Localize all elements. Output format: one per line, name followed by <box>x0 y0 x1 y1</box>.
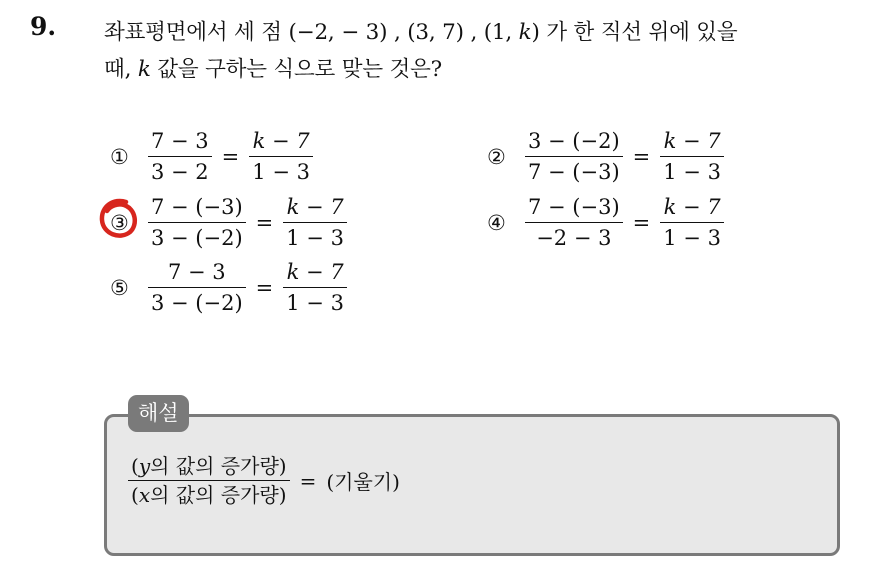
solution-result: (기울기) <box>326 470 400 494</box>
choice-2-left-fraction <box>525 126 623 187</box>
choice-2-right-fraction <box>660 126 724 187</box>
fraction-numerator: k − 7 <box>286 195 344 219</box>
choice-5[interactable] <box>110 257 347 318</box>
equals-sign: = <box>255 210 274 235</box>
fraction-denominator: 1 − 3 <box>286 226 344 250</box>
choice-1-label: ① <box>110 144 129 169</box>
fraction-numerator: 3 − (−2) <box>528 129 620 153</box>
choice-1-right-fraction <box>249 126 313 187</box>
answer-circle-mark <box>96 196 140 242</box>
choice-4[interactable] <box>487 192 724 253</box>
question-number: 9. <box>30 12 57 41</box>
fraction-numerator: k − 7 <box>663 129 721 153</box>
question-line-2-after: 값을 구하는 식으로 맞는 것은? <box>150 57 442 82</box>
fraction-numerator: 7 − 3 <box>167 260 226 284</box>
fraction-numerator: k − 7 <box>663 195 721 219</box>
solution-formula <box>128 452 400 509</box>
question-text <box>104 14 874 88</box>
choice-3-right-fraction <box>283 192 347 253</box>
variable-k: k <box>137 57 151 82</box>
fraction-numerator: k − 7 <box>286 260 344 284</box>
choice-4-label: ④ <box>487 210 506 235</box>
choice-3[interactable] <box>110 192 347 253</box>
choice-1[interactable] <box>110 126 313 187</box>
fraction-denominator: 3 − (−2) <box>151 291 243 315</box>
choice-5-right-fraction <box>283 257 347 318</box>
solution-tag: 해설 <box>128 395 189 432</box>
variable-k: k <box>518 20 532 45</box>
choice-2-label: ② <box>487 144 506 169</box>
denominator-text: 의 값의 증가량) <box>150 483 287 507</box>
fraction-denominator: 3 − 2 <box>151 160 209 184</box>
equals-sign: = <box>221 144 240 169</box>
fraction-denominator: 3 − (−2) <box>151 226 243 250</box>
fraction-denominator <box>128 481 290 509</box>
fraction-denominator: 1 − 3 <box>663 160 721 184</box>
variable-y: y <box>138 454 151 478</box>
open-paren: ( <box>131 483 139 507</box>
choice-3-label: ③ <box>110 210 129 235</box>
choice-3-left-fraction <box>148 192 246 253</box>
fraction-denominator: 1 − 3 <box>663 226 721 250</box>
question-line-1 <box>104 14 874 51</box>
equals-sign: = <box>255 275 274 300</box>
choice-1-left-fraction <box>148 126 212 187</box>
question-line-1-before: 좌표평면에서 세 점 (−2, − 3) , (3, 7) , (1, <box>104 20 519 45</box>
equals-sign: = <box>632 210 651 235</box>
question-line-2-before: 때, <box>104 57 138 82</box>
equals-sign: = <box>299 468 317 493</box>
open-paren: ( <box>131 454 139 478</box>
choice-4-right-fraction <box>660 192 724 253</box>
fraction-numerator: 7 − (−3) <box>528 195 620 219</box>
fraction-denominator: 7 − (−3) <box>528 160 620 184</box>
fraction-numerator: 7 − (−3) <box>151 195 243 219</box>
fraction-denominator: 1 − 3 <box>252 160 310 184</box>
choice-5-left-fraction <box>148 257 246 318</box>
variable-x: x <box>138 483 151 507</box>
choice-4-left-fraction <box>525 192 623 253</box>
question-line-1-after: ) 가 한 직선 위에 있을 <box>531 20 738 45</box>
choice-2[interactable] <box>487 126 724 187</box>
fraction-numerator: k − 7 <box>252 129 310 153</box>
question-line-2 <box>104 51 874 88</box>
equals-sign: = <box>632 144 651 169</box>
numerator-text: 의 값의 증가량) <box>150 454 287 478</box>
solution-fraction <box>128 452 290 509</box>
fraction-denominator: 1 − 3 <box>286 291 344 315</box>
fraction-numerator: 7 − 3 <box>151 129 209 153</box>
fraction-numerator <box>128 452 290 480</box>
fraction-denominator: −2 − 3 <box>536 226 612 250</box>
choice-5-label: ⑤ <box>110 275 129 300</box>
